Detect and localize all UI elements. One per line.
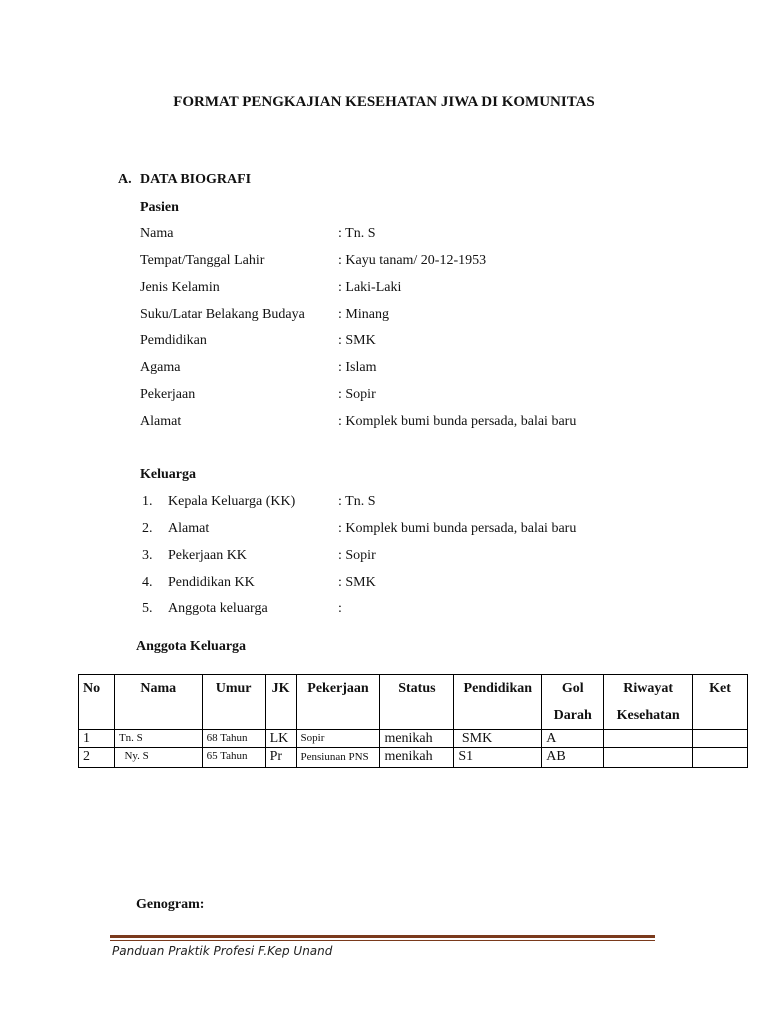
pasien-row-suku [140,307,389,323]
keluarga-row-pendidikan [140,575,376,591]
pasien-row-alamat [140,414,577,430]
cell-umur: 68 Tahun [202,730,265,748]
col-header-umur: Umur [202,675,265,730]
field-label: Alamat [168,521,210,536]
col-header-riwayat: Riwayat Kesehatan [604,675,693,730]
genogram-heading: Genogram: [136,897,205,912]
cell-pendidikan: S1 [454,748,542,768]
field-value: : Laki-Laki [338,280,402,295]
col-header-gol-darah: Gol Darah [542,675,604,730]
footer-rule-thick [110,935,655,938]
pasien-row-pekerjaan [140,387,376,403]
cell-jk: Pr [265,748,296,768]
field-value: : Minang [338,307,389,322]
col-header-jk: JK [265,675,296,730]
cell-nama: Tn. S [114,730,202,748]
field-label: Jenis Kelamin [140,280,220,295]
field-value: : Tn. S [338,494,376,509]
field-value: : Islam [338,360,377,375]
keluarga-heading: Keluarga [140,467,196,482]
table-row [79,748,748,768]
field-value: : Komplek bumi bunda persada, balai baru [338,521,577,536]
cell-status: menikah [380,730,454,748]
col-header-nama: Nama [114,675,202,730]
list-number: 5. [142,601,153,616]
pasien-row-nama [140,226,376,242]
keluarga-row-alamat [140,521,577,537]
field-label: Suku/Latar Belakang Budaya [140,307,305,322]
cell-gol-darah: AB [542,748,604,768]
keluarga-row-pekerjaan [140,548,376,564]
cell-pekerjaan: Sopir [296,730,380,748]
list-number: 1. [142,494,153,509]
field-label: Pekerjaan [140,387,196,402]
footer-text: Panduan Praktik Profesi F.Kep Unand [112,944,333,958]
field-label: Pemdidikan [140,333,207,348]
cell-no: 1 [79,730,115,748]
document-title: FORMAT PENGKAJIAN KESEHATAN JIWA DI KOMUNITAS [173,94,595,110]
field-label: Anggota keluarga [168,601,268,616]
field-label: Agama [140,360,181,375]
field-value: : Komplek bumi bunda persada, balai baru [338,414,577,429]
cell-umur: 65 Tahun [202,748,265,768]
anggota-table [78,674,748,768]
section-label: DATA BIOGRAFI [140,172,252,187]
cell-status: menikah [380,748,454,768]
list-number: 4. [142,575,153,590]
field-label: Tempat/Tanggal Lahir [140,253,265,268]
field-label: Kepala Keluarga (KK) [168,494,296,509]
field-value: : Tn. S [338,226,376,241]
cell-no: 2 [79,748,115,768]
field-value: : Sopir [338,548,376,563]
col-header-ket: Ket [693,675,748,730]
col-header-status: Status [380,675,454,730]
field-label: Alamat [140,414,182,429]
cell-ket [693,730,748,748]
cell-pendidikan: SMK [454,730,542,748]
col-header-pekerjaan: Pekerjaan [296,675,380,730]
field-label: Pekerjaan KK [168,548,247,563]
field-label: Pendidikan KK [168,575,255,590]
pasien-row-ttl [140,253,487,269]
cell-riwayat [604,748,693,768]
cell-ket [693,748,748,768]
field-value: : Sopir [338,387,376,402]
pasien-row-jk [140,280,402,296]
cell-jk: LK [265,730,296,748]
list-number: 2. [142,521,153,536]
table-row [79,730,748,748]
cell-riwayat [604,730,693,748]
field-value: : Kayu tanam/ 20-12-1953 [338,253,487,268]
pasien-row-pendidikan [140,333,376,349]
keluarga-row-anggota [140,601,342,617]
section-letter: A. [118,172,132,187]
footer-rule-thin [110,940,655,941]
anggota-heading: Anggota Keluarga [136,639,247,654]
col-header-pendidikan: Pendidikan [454,675,542,730]
cell-pekerjaan: Pensiunan PNS [296,748,380,768]
cell-nama: Ny. S [114,748,202,768]
list-number: 3. [142,548,153,563]
keluarga-row-kk [140,494,376,510]
col-header-no: No [79,675,115,730]
table-header-row [79,675,748,730]
section-a-heading [118,172,251,188]
pasien-row-agama [140,360,377,376]
pasien-heading: Pasien [140,200,179,215]
field-label: Nama [140,226,174,241]
cell-gol-darah: A [542,730,604,748]
field-value: : SMK [338,333,376,348]
field-value: : SMK [338,575,376,590]
field-value: : [338,601,342,616]
